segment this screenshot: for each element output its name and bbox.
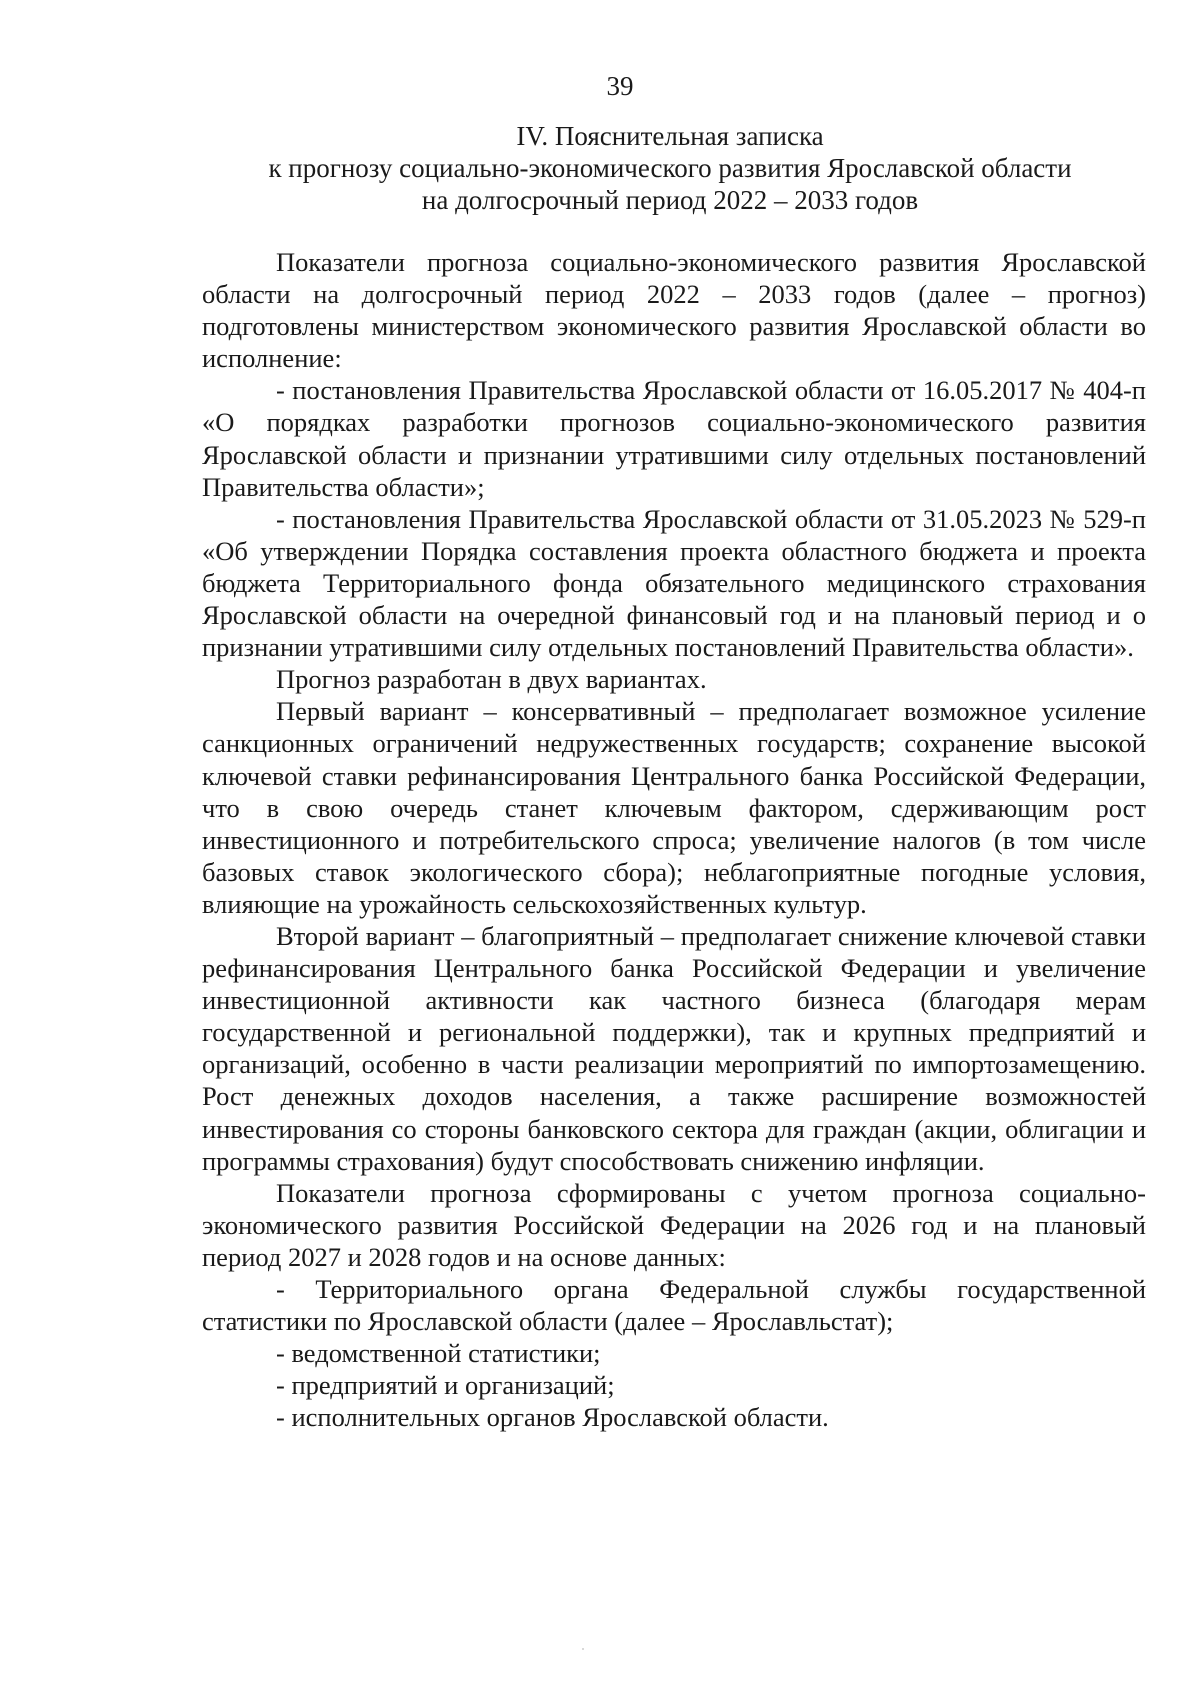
page-number: 39 — [606, 71, 634, 101]
list-item-executive-bodies: - исполнительных органов Ярославской области. — [276, 1402, 829, 1433]
paragraph-second-variant: Второй вариант – благоприятный – предполагает снижение ключевой ставки рефинансирования Центрального банка Российской Федерации и увеличение инвестиционной активности как частного бизнеса (благодаря мерам государственной и региональной поддержки), так и крупных предприятий и организаций, особенно в части реализации мероприятий по импортозамещению. Рост денежных доходов населения, а также расширение возможностей инвестирования со стороны банковского сектора для граждан (акции, облигации и программы страхования) будут способствовать снижению инфляции. — [202, 920, 1146, 1176]
list-item-enterprises: - предприятий и организаций; — [276, 1370, 615, 1401]
paragraph-variants: Прогноз разработан в двух вариантах. — [276, 664, 707, 695]
list-item-rosstat: - Территориального органа Федеральной службы государственной статистики по Ярославской области (далее – Ярославльстат); — [202, 1274, 1146, 1337]
list-item-departmental-stats: - ведомственной статистики; — [276, 1338, 601, 1369]
body-text — [202, 246, 1146, 1433]
heading-line-3: на долгосрочный период 2022 – 2033 годов — [421, 185, 919, 215]
paragraph-decree-529: - постановления Правительства Ярославской области от 31.05.2023 № 529-п «Об утверждении Порядка составления проекта областного бюджета и проекта бюджета Территориального фонда обязательного медицинского страхования Ярославской области на очередной финансовый год и на плановый период и о признании утратившими силу отдельных постановлений Правительства области». — [202, 503, 1146, 663]
heading-line-2: к прогнозу социально-экономического развития Ярославской области — [268, 153, 1072, 183]
scan-speck — [582, 1648, 584, 1650]
paragraph-data-sources: Показатели прогноза сформированы с учетом прогноза социально-экономического развития Российской Федерации на 2026 год и на плановый период 2027 и 2028 годов и на основе данных: — [202, 1177, 1146, 1272]
section-heading — [200, 120, 1140, 216]
paragraph-first-variant: Первый вариант – консервативный – предполагает возможное усиление санкционных ограничений недружественных государств; сохранение высокой ключевой ставки рефинансирования Центрального банка Российской Федерации, что в свою очередь станет ключевым фактором, сдерживающим рост инвестиционного и потребительского спроса; увеличение налогов (в том числе базовых ставок экологического сбора); неблагоприятные погодные условия, влияющие на урожайность сельскохозяйственных культур. — [202, 696, 1146, 919]
paragraph-intro: Показатели прогноза социально-экономического развития Ярославской области на долгосрочный период 2022 – 2033 годов (далее – прогноз) подготовлены министерством экономического развития Ярославской области во исполнение: — [202, 247, 1146, 374]
paragraph-decree-404: - постановления Правительства Ярославской области от 16.05.2017 № 404-п «О порядках разработки прогнозов социально-экономического развития Ярославской области и признании утратившими силу отдельных постановлений Правительства области»; — [202, 375, 1146, 502]
heading-line-1: IV. Пояснительная записка — [516, 121, 824, 151]
